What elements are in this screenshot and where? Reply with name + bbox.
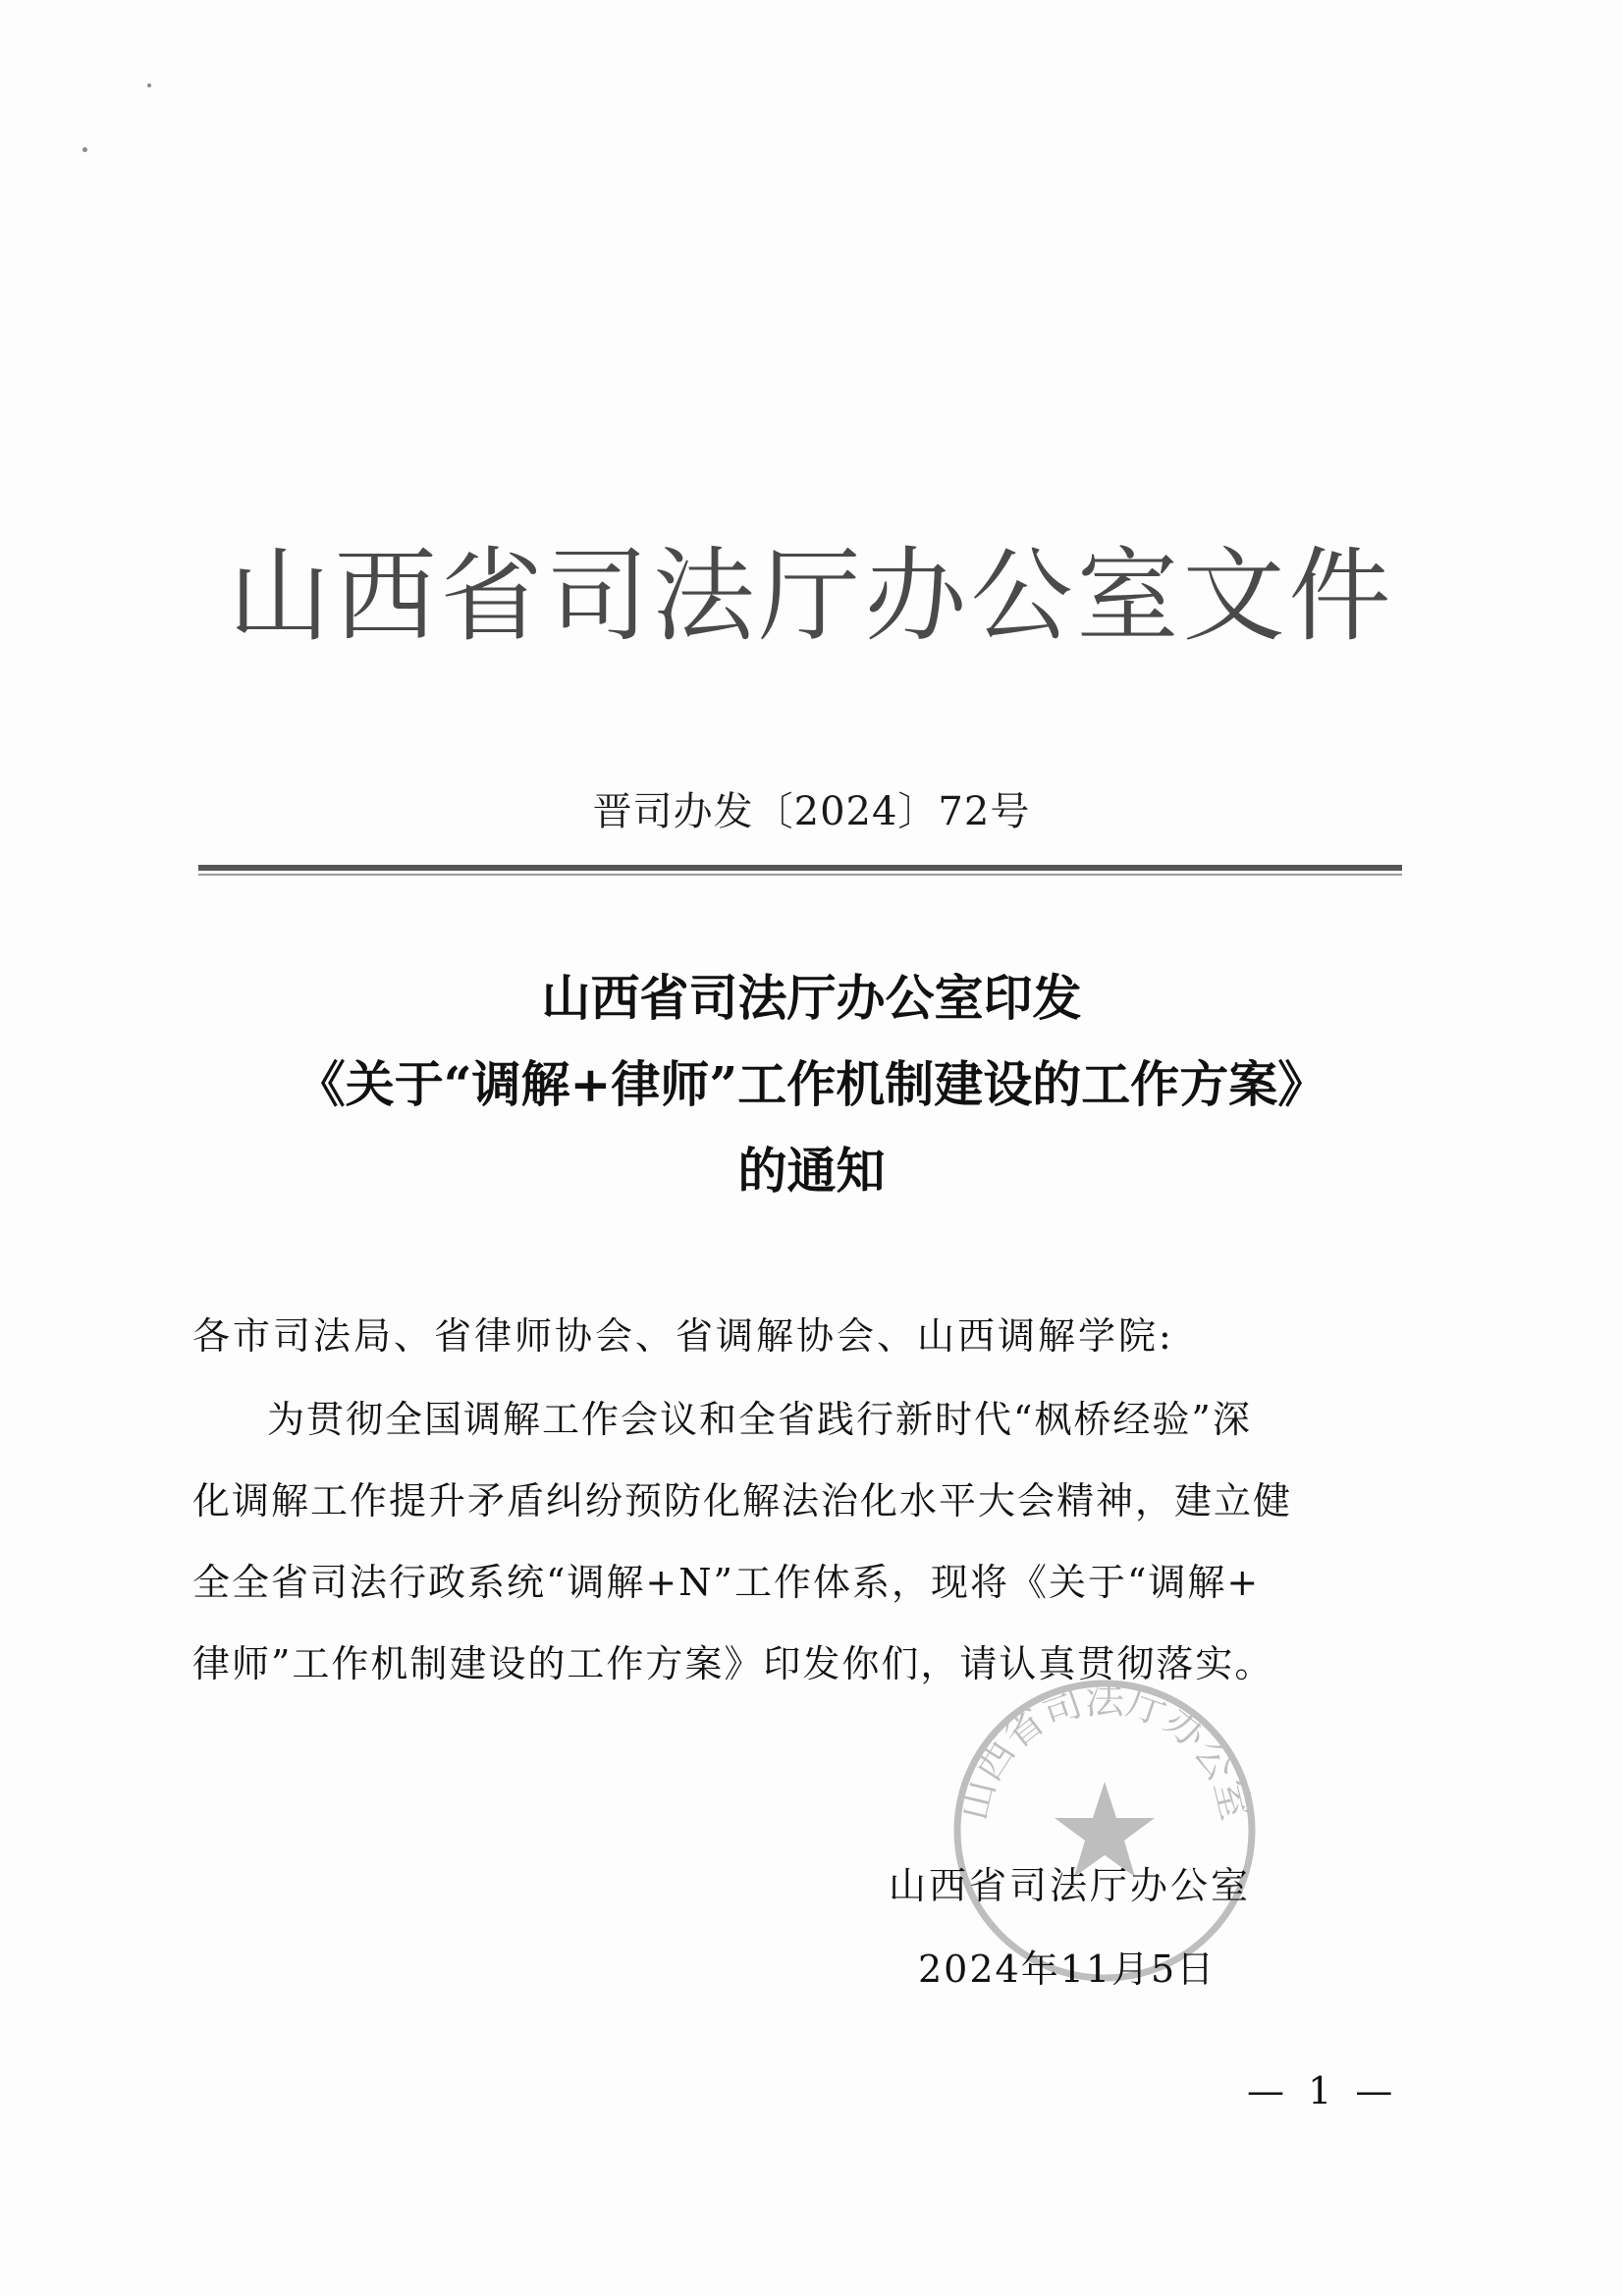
notice-title-line-2: 《关于“调解+律师”工作机制建设的工作方案》 [296,1055,1327,1113]
page-number: — 1 — [1247,2069,1399,2112]
issue-date: 2024年11月5日 [918,1948,1217,1991]
body-line-4: 律师”工作机制建设的工作方案》印发你们，请认真贯彻落实。 [192,1642,1274,1685]
scan-speck [82,147,87,152]
notice-title-line-3: 的通知 [737,1142,886,1200]
header-divider [198,865,1402,871]
issuer-signature: 山西省司法厅办公室 [889,1864,1252,1907]
body-line-2: 化调解工作提升矛盾纠纷预防化解法治化水平大会精神，建立健 [192,1479,1293,1522]
body-line-3: 全全省司法行政系统“调解+N”工作体系，现将《关于“调解+ [192,1561,1261,1604]
body-line-1: 为贯彻全国调解工作会议和全省践行新时代“枫桥经验”深 [267,1398,1252,1441]
scan-speck [147,83,151,87]
header-divider-thin [198,874,1402,876]
document-number: 晋司办发〔2024〕72号 [592,789,1031,834]
notice-title-line-1: 山西省司法厅办公室印发 [541,969,1082,1027]
seal-text: 山西省司法厅办公室 [950,1678,1259,1825]
addressee: 各市司法局、省律师协会、省调解协会、山西调解学院: [192,1314,1174,1358]
header-title: 山西省司法厅办公室文件 [228,536,1395,656]
